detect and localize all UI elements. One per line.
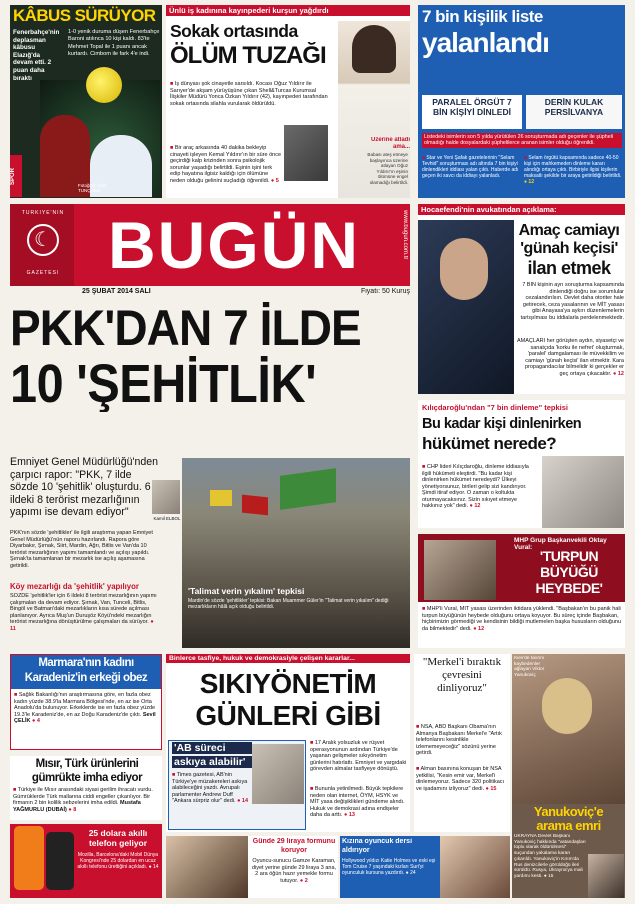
list-story[interactable]: [418, 5, 625, 198]
murder-body-1: ■ İş dünyası şok cinayetle sarsıldı. Kocası Oğuz Yıldırır ile Sarıyer'de akşam yürüyüşüne çıkan Shell&Turcas Kurumsal İlişkiler Müdürü Yonca Özkan Yıldırır (42), kayınpederi tarafından sokak ortasında silahla vurularak öldürüldü.: [170, 81, 328, 107]
red-flag: [242, 495, 268, 516]
mhp-body: ■ MHP'li Vural, MİT yasası üzerinden iktidara yüklendi. "Başbakan'ın bu panik hali turpun büyüğünün heybede olduğunu ortaya koyuyor. Bu süreç içinde Başbakan, hiçbirimizin görmediği ve kendisinin bildiği mutlemelen başka hususların olduğunu da bilmektedir" dedi. ● 12: [422, 606, 622, 632]
ukraine-woman-hair: [542, 678, 592, 734]
list-col-1: ■ Star ve Yeni Şafak gazetelerinin "Selam Tevhid" soruşturması adı altında 7 bin kişiyi dinlendikleri iddiası yalan çıktı. Haberde adı geçen iki savcı da iddiayı yalanladı.: [422, 155, 520, 179]
masthead-side-top: TÜRKİYE'NİN: [21, 210, 65, 216]
eu-headline-2: askıya alabilir': [172, 756, 252, 768]
lawyer-story[interactable]: [418, 204, 625, 394]
obesity-headline-1: Marmara'nın kadını: [38, 657, 134, 669]
chp-story[interactable]: [418, 400, 625, 528]
list-box-paralel: PARALEL ÖRGÜT 7 BİN KİŞİYİ DİNLEDİ: [422, 95, 522, 129]
kizina-body: Hollywood yıldızı Katie Holmes ve eski eşi Tom Cruise 7 yaşındaki kızları Suri'yi oyunculuk kursuna yazdırdı. ● 24: [342, 858, 436, 876]
official-caption: Kamil ELBOL: [153, 516, 181, 521]
list-headline-2: yalanlandı: [422, 27, 549, 58]
ukraine-headline-1: Yanukoviç'e: [533, 804, 604, 819]
mhp-kicker: MHP Grup Başkanvekili Oktay Vural:: [514, 537, 607, 551]
list-lead: Listedeki isimlerin son 5 yılda yürütülen 26 soruşturmada adı geçenler ile şüpheli olmadığı halde dosyalardaki şüphelilerce aranan isimler olduğu öğrenildi.: [422, 133, 622, 148]
main-subhead: Köy mezarlığı da 'şehitlik' yapılıyor: [10, 582, 139, 591]
eu-headline-1: 'AB süreci: [172, 742, 252, 754]
sports-photo-credit: Fotoğraf: Ufuk TUNÇAELİ: [78, 183, 107, 193]
sports-box[interactable]: [10, 5, 162, 198]
masthead-url[interactable]: www.bugun.com.tr: [402, 210, 408, 260]
merkel-story[interactable]: [414, 654, 510, 832]
sports-section-label: SPOR: [10, 155, 22, 197]
lawyer-body-2: AMAÇLARI her görüşten aydın, siyasetçi ve sanatçıda 'korku ile nefret' oluşturmak, 'paralel' damgalaması ile müvekkilim ve camiayı 'günah keçisi' ilan etmektir. Kara propagandacılar bilmelidir ki gerçekler er geç ortaya çıkacaktır. ● 12: [517, 338, 624, 377]
list-box-derin: DERİN KULAK PERSİLVANYA: [526, 95, 622, 129]
main-lead: Emniyet Genel Müdürlüğü'nden çarpıcı rapor: "PKK, 7 ilde sözde 10 'şehitlik' oluşturdu. 6 ildeki 8 terörist mezarlığının yapımı ise devam ediyor": [10, 456, 159, 518]
ukraine-headline-2: arama emri: [536, 818, 601, 833]
list-headline-1: 7 bin kişilik liste: [422, 7, 543, 26]
sports-body: 1-0 yenik duruma düşen Fenerbahçe Baroni atılınca 10 kişi kaldı. 83'te Mehmet Topal ile 1 puanı ancak kurtardı. Cimbom ile fark 4'e indi.: [68, 29, 160, 57]
duff-photo: [252, 744, 304, 804]
suri-photo: [440, 836, 510, 898]
egypt-body: ■ Türkiye ile Mısır arasındaki siyasi gerilim ihracatı vurdu. Gümrüklerde Türk mallarına ciddi engeller çıkarılıyor. Bir firmanın 2 bin kolilik sebzelerini imha edildi. Mustafa YAĞMURLU (DUBAİ) ● 8: [13, 787, 161, 813]
main-headline-1: PKK'DAN 7 İLDE: [10, 302, 361, 354]
orange-phone-icon: [14, 826, 44, 890]
official-photo: [152, 480, 180, 514]
martial-kicker: Binlerce tasfiye, hukuk ve demokrasiyle çelişen kararlar...: [166, 654, 410, 663]
mhp-quote-3: HEYBEDE': [535, 580, 603, 596]
kizina-headline: Kızına oyuncuk dersi aldırıyor: [342, 838, 413, 854]
client-face: [440, 238, 488, 300]
football-icon: [86, 67, 122, 103]
kizina-story[interactable]: [340, 836, 510, 898]
murder-caption-title: Üzerine atladı ama...: [370, 137, 410, 150]
martial-col-2: ■ Bununla yetinilmedi. Büyük tepkilere neden olan internet, ÖYM, HSYK ve MİT yasa değişiklikleri gündeme alındı. Hukuk ve demokrasi adına endişeler daha da arttı. ● 13: [310, 786, 408, 819]
lawyer-body-1: 7 BİN kişinin ayrı soruşturma kapsamında dinlendiği doğru ise sorumlular cezalandırılsın. Devlet daha otoriter hale getirecek, ceza yasalarının ve MİT yasası gibi Anayasa'ya aykırı düzenlemelerin tartışılması bu iddialarla perdelenmektedir.: [520, 282, 624, 321]
masthead-date: 25 ŞUBAT 2014 SALI: [82, 288, 151, 295]
cemetery-photo-caption: Mardin'de sözde 'şehitlikler' tepkisi: Bakan Muammer Güler'in "Talimat verin yıkalım" dediği mezarlıkların hâlâ açık olduğu belirtildi.: [188, 598, 389, 610]
phone-headline: 25 dolara akıllı telefon geliyor: [88, 828, 148, 848]
lawyer-kicker: Hocaefendi'nin avukatından açıklama:: [418, 204, 625, 215]
mhp-quote-2: BÜYÜĞÜ: [540, 564, 598, 580]
martial-headline-1: SIKIYÖNETİM: [199, 668, 377, 699]
main-body: PKK'nın sözde 'şehitlikler' ile ilgili araştırma yapan Emniyet Genel Müdürlüğü'nün raporu hazırlandı. Rapora göre Diyarbakır, Şırnak, Siirt, Mardin, Ağrı, Bitlis ve Van'da 10 terörist mezarlığının yapımı tamamlandı ve açılışı yapıldı. Şırnak'ta tamamlanan bir mezarlık ise açılış aşamasına getirildi.: [10, 530, 153, 569]
chp-body: ■ CHP lideri Kılıçdaroğlu, dinleme iddiasıyla ilgili hükümeti eleştirdi. "Bu kadar kişi dinlenirken hükümet neredeydi? Ülkeyi yönetiyorsunuz, birileri gelip sizi kandırıyor. Şimdi itiraf ediyor. O zaman o koltukta oturmayacaksınız. Sizin sıkıyet etmeye hakkınız yok" dedi. ● 12: [422, 464, 538, 510]
martial-col-1: ■ 17 Aralık yolsuzluk ve rüşvet operasyonunun ardından Türkiye'de yaşanan gelişmeler sıkıyönetim günlerini hatırlattı. Emniyet ve yargıdaki görevden almalar tasfiyeye dönüştü.: [310, 740, 408, 773]
martial-headline-2: GÜNLERİ GİBİ: [195, 700, 381, 731]
yellow-flag: [210, 490, 232, 506]
mhp-story[interactable]: [418, 534, 625, 648]
sports-title: KÂBUS SÜRÜYOR: [13, 6, 156, 25]
egypt-headline-2: gümrükte imha ediyor: [31, 772, 143, 784]
murder-body-2: ■ Bir araç arkasında 40 dakika bekleyip cinayeti işleyen Kemal Yıldırır'ın bir süre önce geçirdiği kalp krizinden sonra psikolojik sorunlar yaşadığı belirtildi. Eşinin işini terk edip hayatına ilgisiz kaldığı için ölümüne neden olduğu gelinini suçladığı öğrenildi. ● 5: [170, 145, 282, 184]
gunde-body: Oyuncu-sunucu Gamze Karaman, diyet yerine günde 29 liraya 3 ana, 2 ara öğün hazır yemekle formu tutuyor. ● 2: [251, 858, 337, 884]
ukraine-top-caption: Kiev'de tavrını kaybedenler ağlayan Viktor Yanukoviç: [514, 656, 545, 678]
martial-law-story[interactable]: [166, 654, 410, 832]
obesity-headline-2: Karadeniz'in erkeği obez: [24, 672, 148, 684]
main-story[interactable]: [10, 298, 410, 648]
gamze-photo: [166, 836, 248, 898]
masthead[interactable]: [10, 204, 410, 286]
father-photo: [284, 125, 328, 181]
victim-hair: [352, 25, 396, 73]
lawyer-headline-1: Amaç camiayı: [518, 222, 620, 239]
ukraine-story[interactable]: [512, 654, 625, 898]
gunde-story[interactable]: [166, 836, 338, 898]
murder-headline-2: ÖLÜM TUZAĞI: [170, 42, 326, 69]
murder-caption: Babası ateş etmeye başlayınca üzerine atlayan Oğuz Yıldırır'ın eşinin ölümüne engel olamadığı belirtildi.: [367, 152, 408, 185]
murder-kicker: Ünlü iş kadınına kayınpederi kurşun yağdırdı: [166, 5, 410, 16]
masthead-price: Fiyatı: 50 Kuruş: [360, 288, 410, 295]
vural-photo: [424, 540, 496, 600]
obesity-body: ■ Sağlık Bakanlığı'nın araştırmasına göre, en fazla obez kadın yüzde 38.9'la Marmara Bölgesi'nde, en az ise Orta Anadolu'da bulunuyor. Erkeklerde ise en fazla obez yüzde 19.3'le Karadeniz'de, en az Doğu Karadeniz'de çıktı. Sevil ÇELİK ● 4: [14, 692, 160, 725]
sports-intro: Fenerbahçe'nin deplasman kâbusu Elazığ'da devam etti. 2 puan daha bıraktı: [13, 29, 60, 82]
eu-body: ■ Times gazetesi, AB'nin Türkiye'ye müzakereleri askıya alabileceğini yazdı. Avrupalı parlamenter Andrew Duff "Ankara sürpriz olur" dedi. ● 14: [172, 772, 250, 805]
crescent-star-logo-icon: ☾: [27, 224, 59, 256]
ukraine-body: UKRAYNA Devlet Başkanı Yanukoviç hakkında "vatandaşları toplu olarak öldürülmesi" suçundan yakalama kararı çıkarıldı. Yanukoviç'in Kırım'da Rus denizcilerle görüldüğü ileri sürüldü. Rusya, Ukrayna'ya mali yardımı kesti. ● 15: [514, 834, 586, 879]
mhp-quote-1: 'TURPUN: [539, 548, 599, 564]
merkel-body-2: ■ Alman basınına konuşan bir NSA yetkilisi, "Kesin emir var, Merkel'i dinlemeyoruz. Sadece 320 politikacı ve işadamını izliyoruz" dedi. ● 15: [416, 766, 508, 792]
main-headline-2: 10 'ŞEHİTLİK': [10, 356, 317, 412]
yanukovic-photo: [588, 854, 624, 898]
masthead-side-bottom: GAZETESİ: [26, 270, 60, 276]
phone-body: Mozilla, Barcelona'daki Mobil Dünya Kongresi'nde 25 dolardan en ucuz akıllı telefonu ürettiğini açıkladı. ● 14: [77, 852, 159, 870]
murder-headline-1: Sokak ortasında: [170, 21, 298, 41]
black-phone-icon: [46, 832, 74, 890]
masthead-logo: BUGÜN: [108, 208, 360, 282]
murder-story[interactable]: [166, 5, 410, 198]
list-col-2: ■ Selam örgütü kapsamında sadece 40-50 kişi için mahkemeden dinleme kararı alındığı ortaya çıktı. Birbiriyle ilgisi kişilerin maksatlı şekilde bir araya getirildiği belirtildi. ● 12: [524, 155, 622, 185]
gunde-headline: Günde 29 liraya formunu koruyor: [252, 838, 336, 854]
egypt-headline-1: Mısır, Türk ürünlerini: [35, 758, 139, 770]
chp-headline-2: hükümet nerede?: [422, 434, 557, 453]
merkel-headline: "Merkel'i bıraktık çevresini dinliyoruz": [422, 656, 502, 694]
merkel-body-1: ■ NSA, ABD Başkanı Obama'nın Almanya Başbakanı Merkel'e "Artık telefonlarını kesinlikle izlememeyeceğiz" sözünü yerine getirdi.: [416, 724, 508, 757]
obesity-story[interactable]: [10, 654, 162, 750]
egypt-story[interactable]: [10, 756, 162, 820]
phone-story[interactable]: [10, 824, 162, 898]
lawyer-headline-3: ilan etmek: [527, 258, 611, 278]
chp-headline-1: Bu kadar kişi dinlenirken: [422, 416, 582, 432]
lawyer-headline-2: 'günah keçisi': [520, 240, 618, 257]
main-body-2: SÖZDE 'şehitlik'ler için 6 ildeki 8 terörist mezarlığının yapımı çalışmaları da devam ediyor. Şırnak, Van, Tunceli, Bitlis, Bingöl ve Batman'daki mezarlıkların kısa sürede açılması planlanıyor. Ayrıca Muş'un Duruşöz Köyü'ndeki mezarlığın terörist mezarlığına dönüştürülme çalışmaları da sürüyor. ● 11: [10, 593, 157, 632]
kilicdaroglu-photo: [542, 456, 624, 528]
cemetery-photo-title: 'Talimat verin yıkalım' tepkisi: [188, 586, 305, 596]
chp-kicker: Kılıçdaroğlu'ndan "7 bin dinleme" tepkisi: [422, 403, 569, 412]
